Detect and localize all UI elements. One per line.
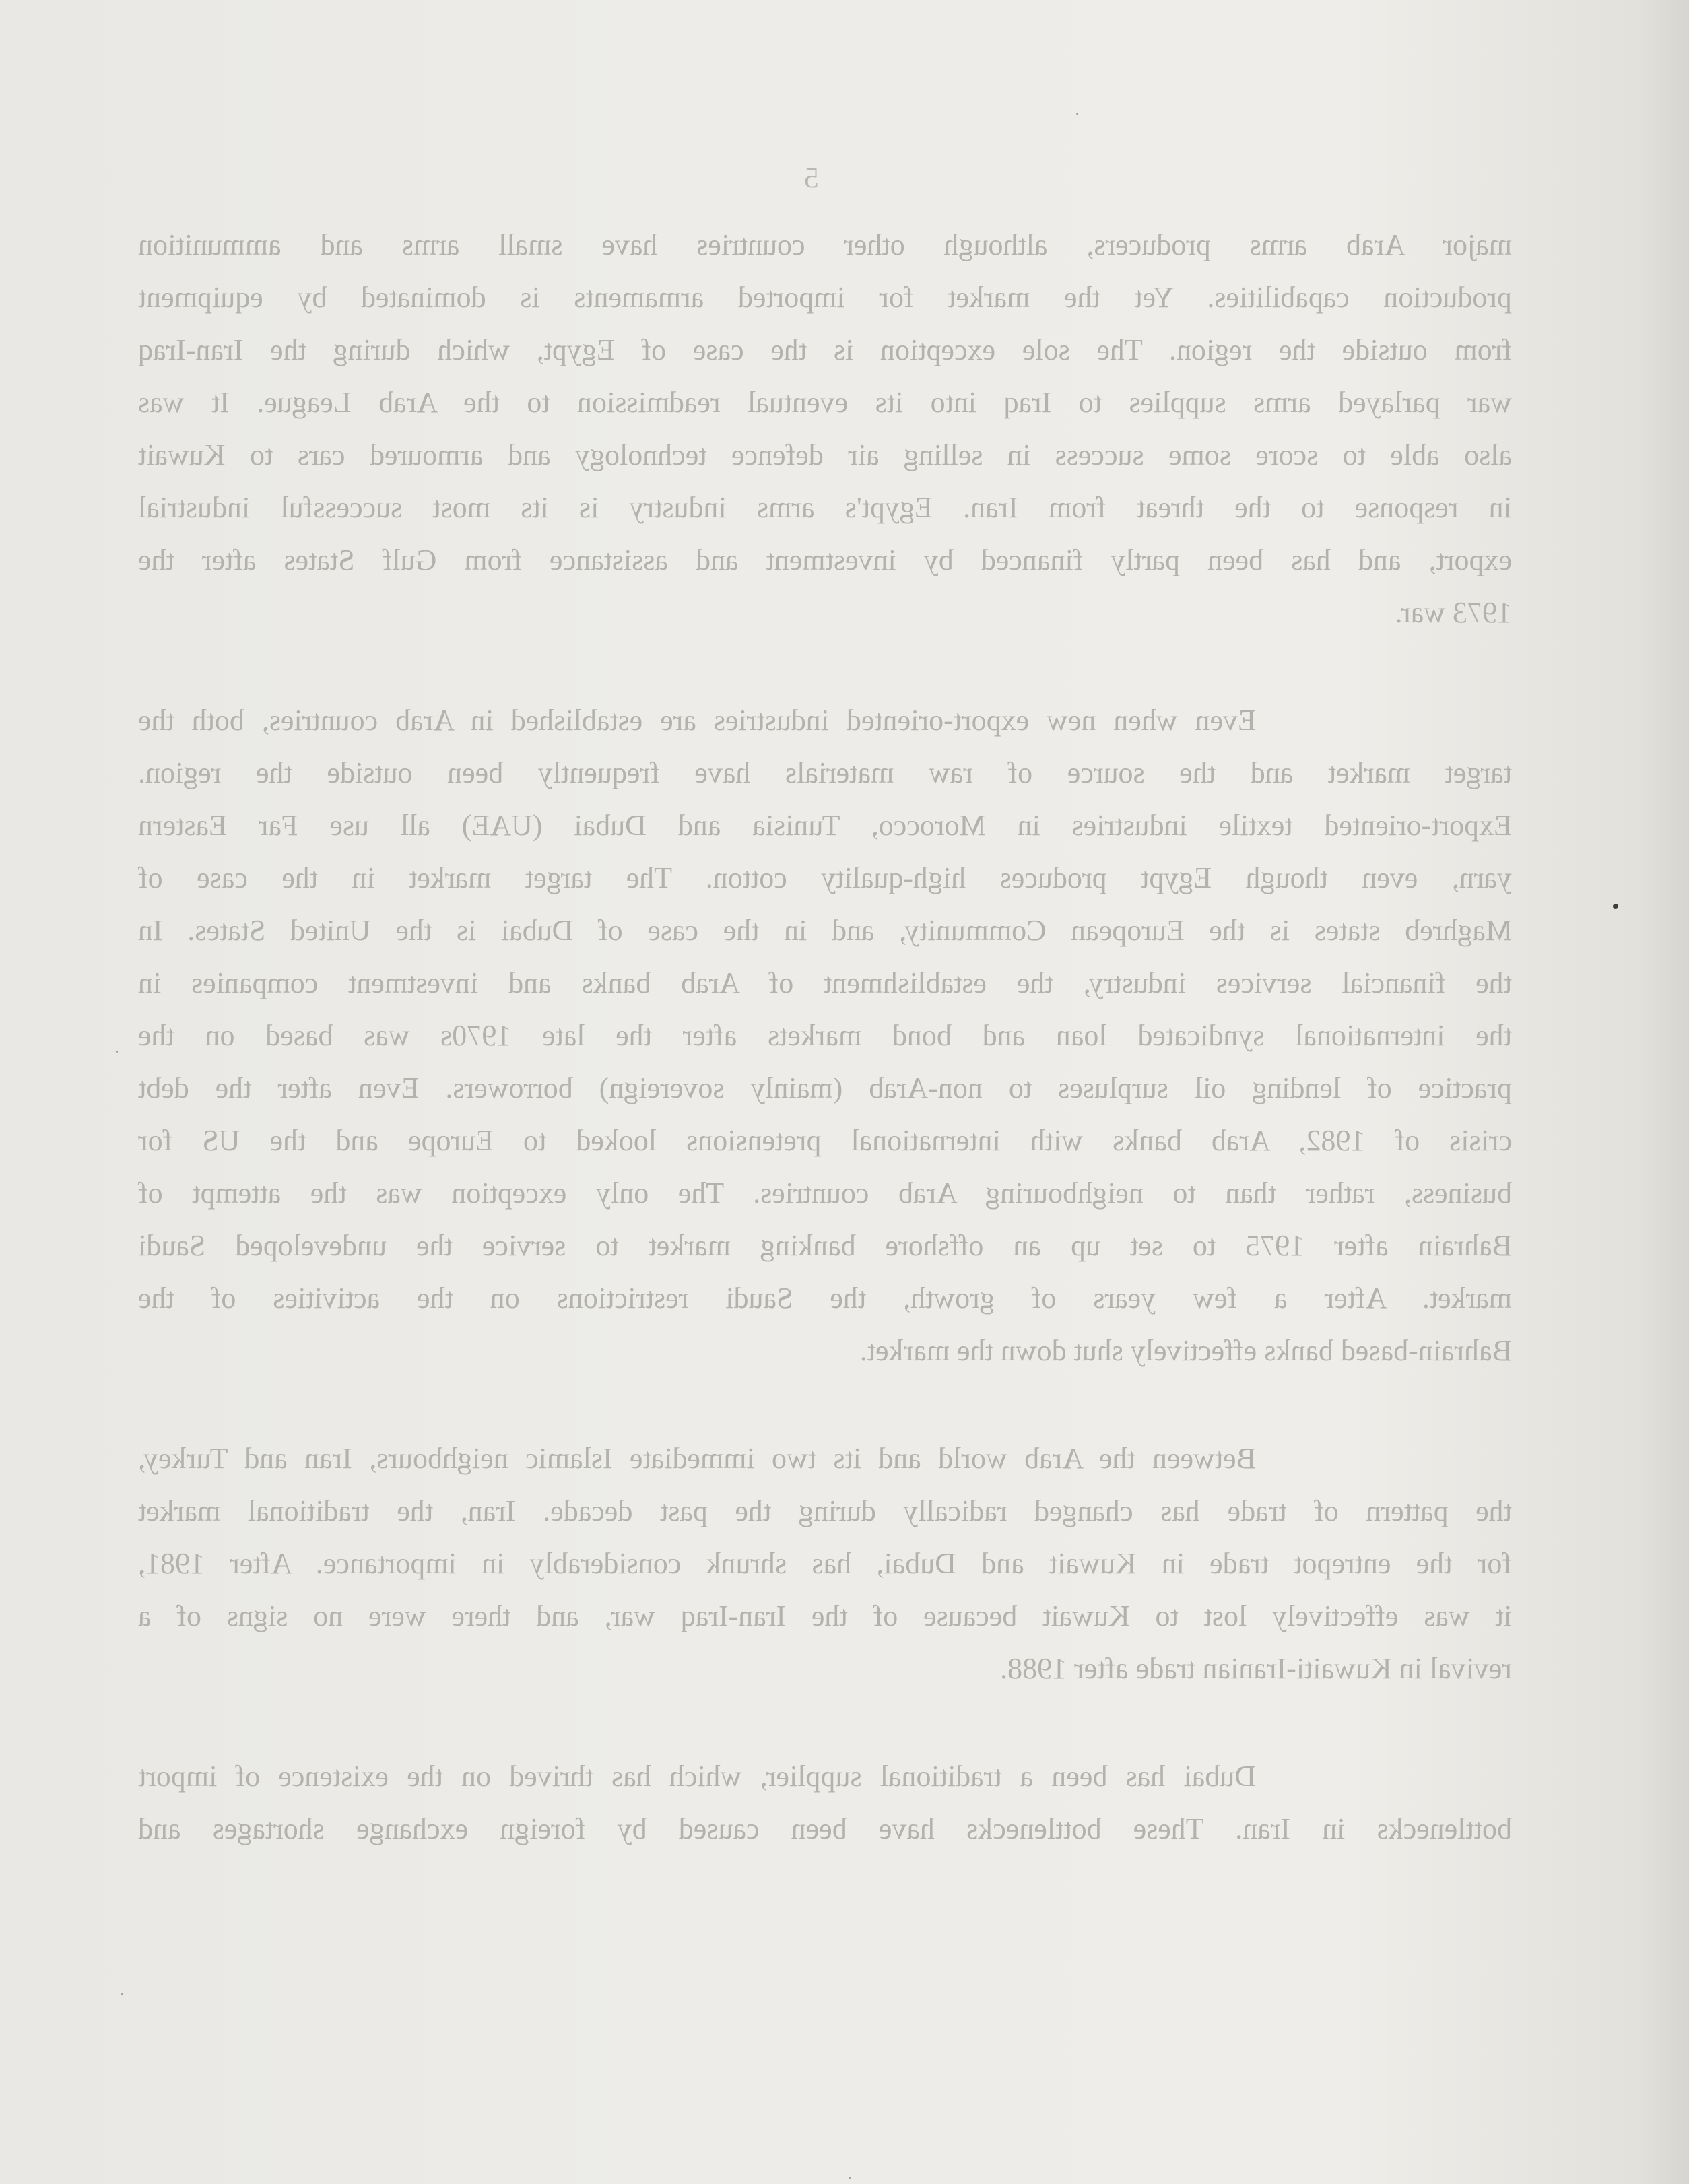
page-number: 5	[804, 161, 819, 194]
text-line: Bahrain after 1975 to set up an offshore banking market to service the undeveloped Saudi	[138, 1229, 1512, 1262]
text-line: Even when new export-oriented industries are established in Arab countries, both the	[138, 704, 1256, 737]
text-line: the pattern of trade has changed radically during the past decade. Iran, the traditional market	[138, 1494, 1512, 1527]
text-line: in response to the threat from Iran. Egypt's arms industry is its most successful industrial	[138, 491, 1512, 524]
text-line: crisis of 1982, Arab banks with international pretensions looked to Europe and the US for	[138, 1124, 1512, 1157]
dust-speck	[1076, 113, 1078, 115]
paragraph-export-industries	[138, 694, 1512, 1377]
text-line: revival in Kuwaiti-Iranian trade after 1988.	[1000, 1652, 1512, 1685]
text-line: practice of lending oil surpluses to non-Arab (mainly sovereign) borrowers. Even after the debt	[138, 1071, 1512, 1104]
text-line: 1973 war.	[1395, 596, 1512, 629]
dust-speck	[121, 1993, 123, 1995]
text-line: market. After a few years of growth, the Saudi restrictions on the activities of the	[138, 1282, 1512, 1315]
mirrored-text-block	[138, 219, 1512, 1911]
dust-speck	[849, 2177, 851, 2179]
text-line: it was effectively lost to Kuwait because of the Iran-Iraq war, and there were no signs of a	[138, 1599, 1512, 1632]
text-line: target market and the source of raw materials have frequently been outside the region.	[138, 756, 1512, 789]
text-line: for the entrepot trade in Kuwait and Dubai, has shrunk considerably in importance. After 1981,	[138, 1547, 1512, 1580]
text-line: major Arab arms producers, although other countries have small arms and ammunition	[138, 228, 1512, 261]
text-line: Dubai has been a traditional supplier, which has thrived on the existence of import	[138, 1760, 1256, 1793]
text-line: from outside the region. The sole exception is the case of Egypt, which during the Iran-Iraq	[138, 333, 1512, 366]
text-line: bottlenecks in Iran. These bottlenecks have been caused by foreign exchange shortages and	[138, 1812, 1512, 1845]
text-line: production capabilities. Yet the market for imported armaments is dominated by equipment	[138, 281, 1512, 314]
text-line: war parlayed arms supplies to Iraq into its eventual readmission to the Arab League. It was	[138, 386, 1512, 419]
text-line: the international syndicated loan and bond markets after the late 1970s was based on the	[138, 1019, 1512, 1052]
paragraph-dubai-supplier	[138, 1750, 1512, 1855]
text-line: Bahrain-based banks effectively shut down the market.	[859, 1334, 1512, 1367]
text-line: yarn, even though Egypt produces high-quality cotton. The target market in the case of	[138, 861, 1512, 894]
text-line: Maghreb states is the European Community, and in the case of Dubai is the United States. In	[138, 914, 1512, 947]
text-line: export, and has been partly financed by investment and assistance from Gulf States after the	[138, 543, 1512, 576]
text-line: Export-oriented textile industries in Morocco, Tunisia and Dubai (UAE) all use Far Eastern	[138, 809, 1512, 842]
text-line: also able to score some success in selling air defence technology and armoured cars to Kuwait	[138, 438, 1512, 471]
paragraph-arms-industry	[138, 219, 1512, 639]
dust-speck	[116, 1051, 118, 1053]
paragraph-iran-turkey-trade	[138, 1432, 1512, 1695]
text-line: the financial services industry, the establishment of Arab banks and investment companies in	[138, 966, 1512, 999]
text-line: business, rather than to neighbouring Arab countries. The only exception was the attempt of	[138, 1177, 1512, 1210]
ink-dot	[1613, 904, 1618, 909]
text-line: Between the Arab world and its two immediate Islamic neighbours, Iran and Turkey,	[138, 1442, 1256, 1475]
